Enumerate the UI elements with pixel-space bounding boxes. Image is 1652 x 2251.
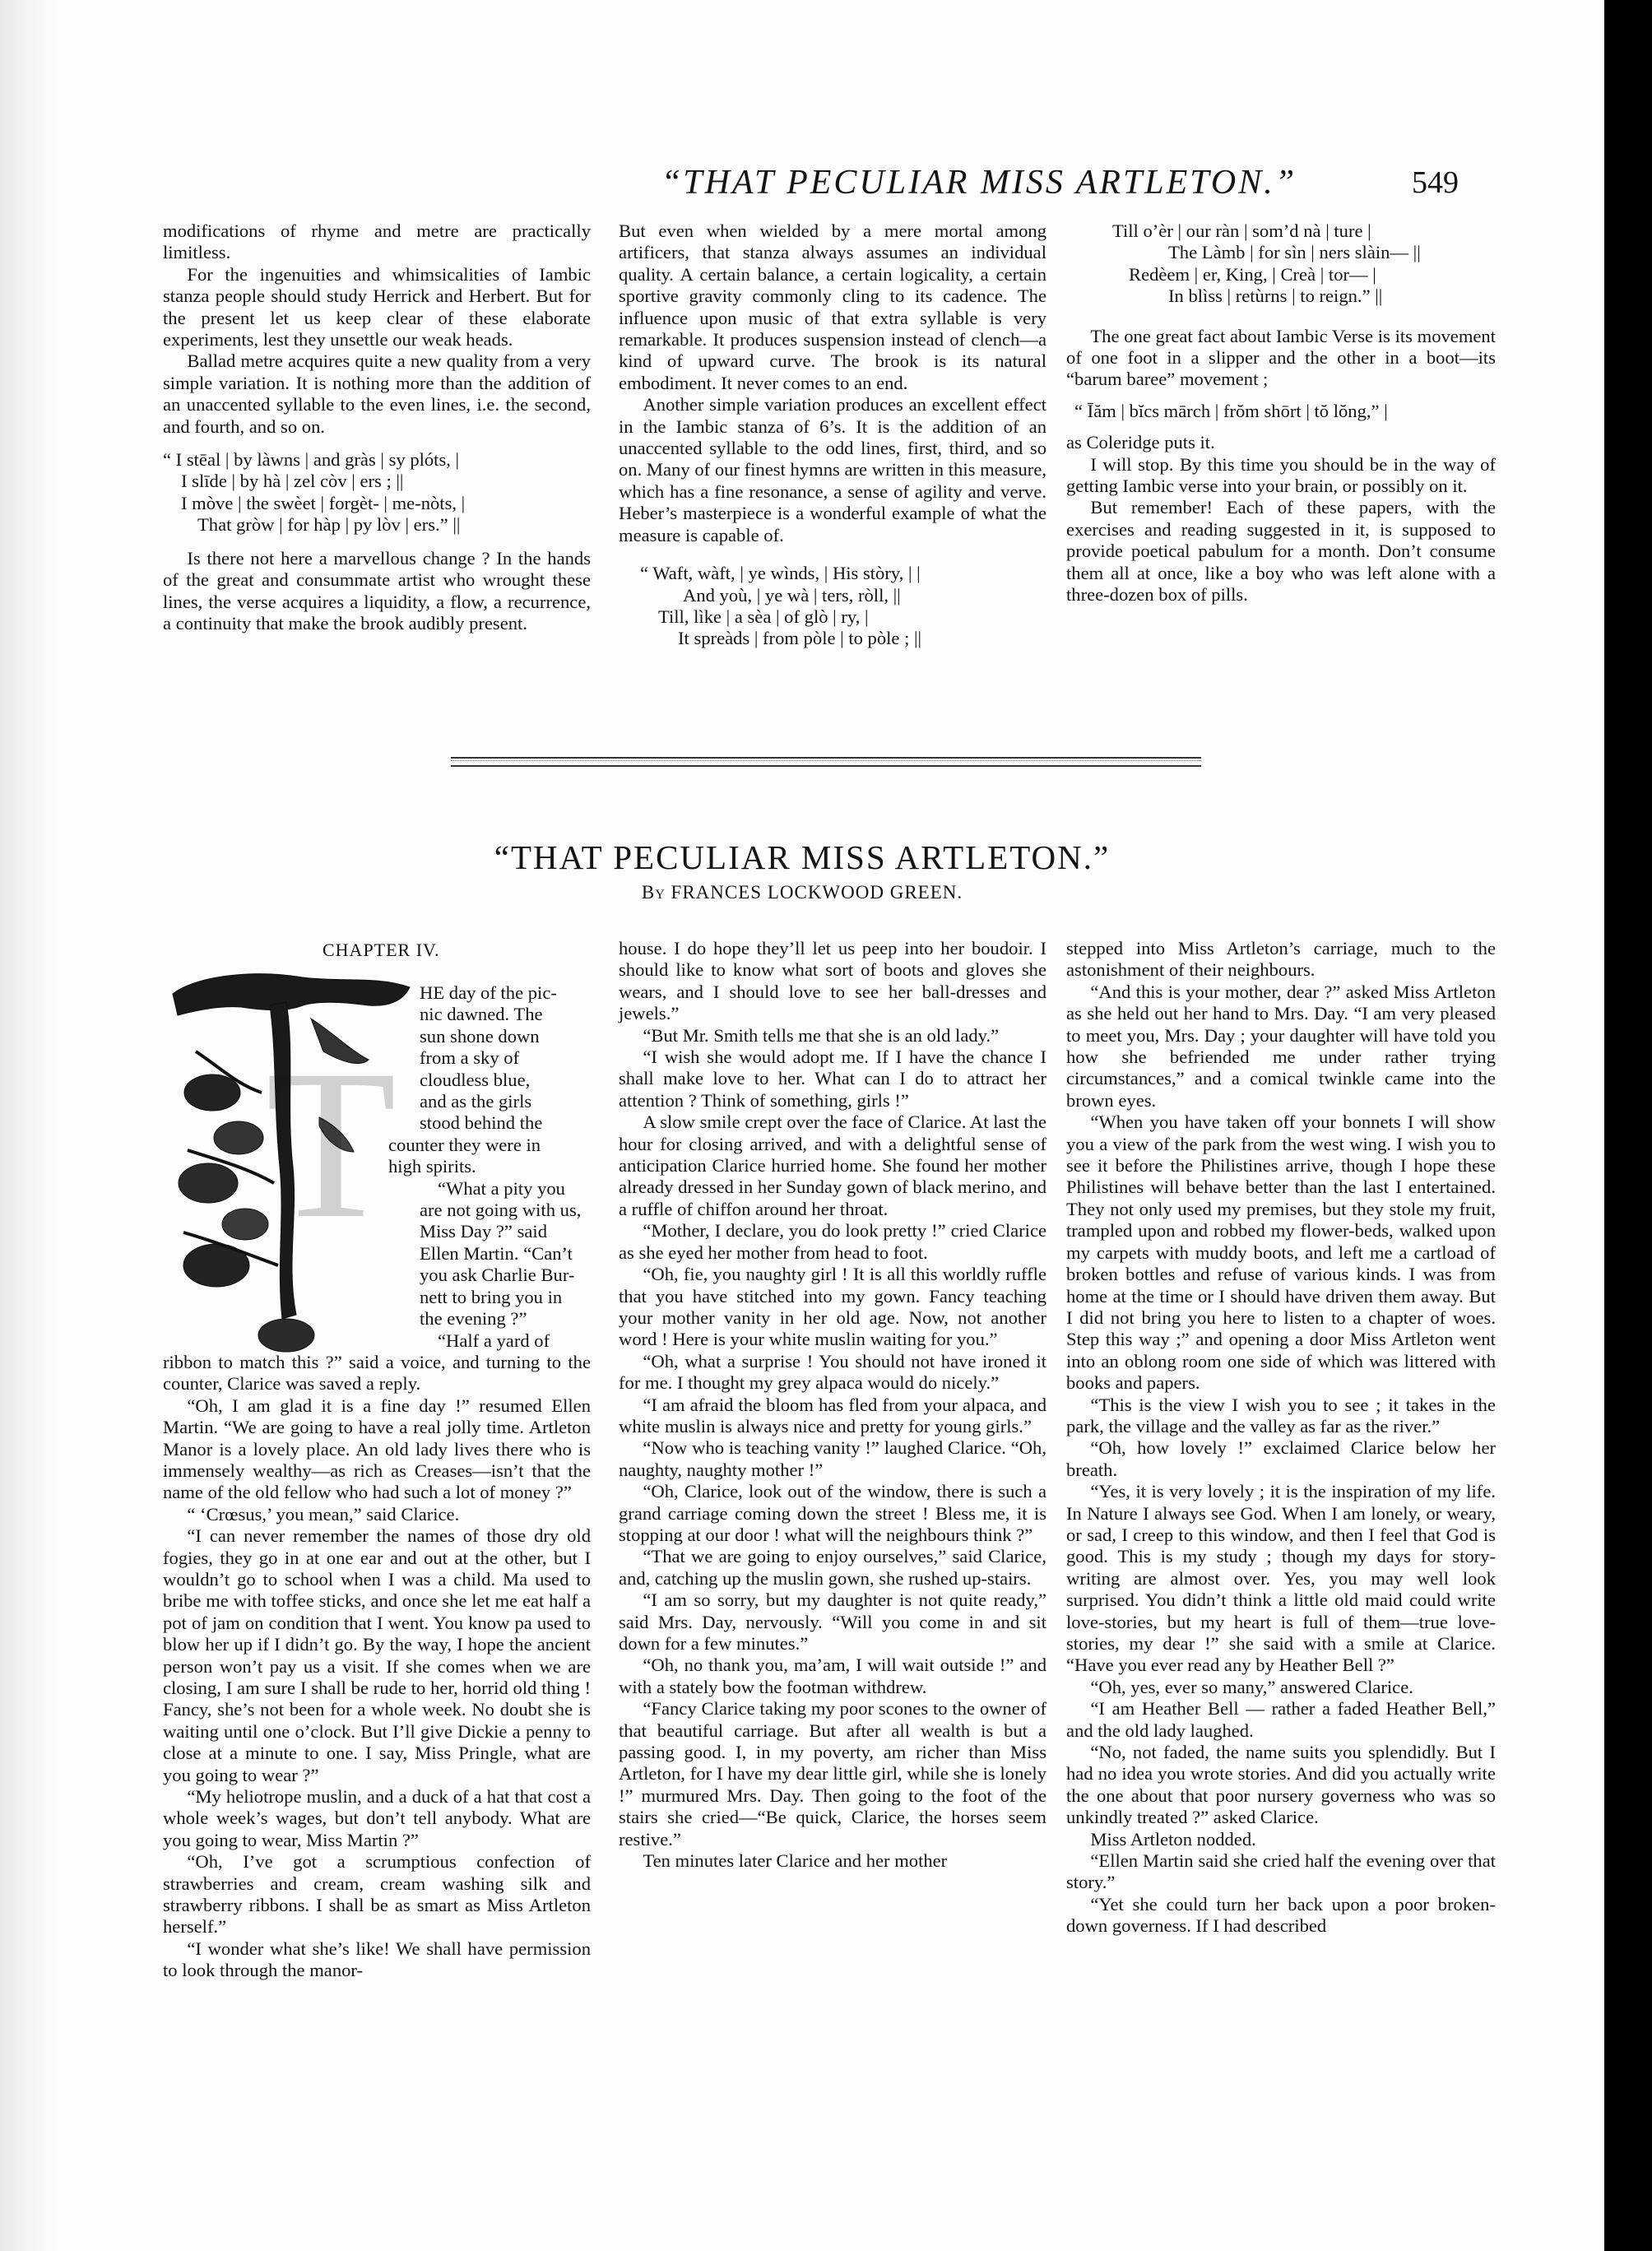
text-line: stood behind the bbox=[420, 1112, 543, 1134]
paragraph: “Oh, how lovely !” exclaimed Clarice below her breath. bbox=[1066, 1437, 1496, 1480]
byline-by: By bbox=[641, 882, 666, 903]
top-column-1 bbox=[163, 220, 591, 634]
text-line: nett to bring you in bbox=[420, 1286, 563, 1307]
text-line: nic dawned. The bbox=[420, 1004, 543, 1025]
paragraph: “And this is your mother, dear ?” asked Miss Artleton as she held out her hand to Mrs. Day. “I am very pleased to meet you, Mrs. Day ; your daughter will have told you how she befriended me under rather trying circumstances,” and a comical twinkle came into the brown eyes. bbox=[1066, 981, 1496, 1111]
paragraph: “Oh, yes, ever so many,” answered Clarice. bbox=[1090, 1676, 1413, 1697]
paragraph: “That we are going to enjoy ourselves,” said Clarice, and, catching up the muslin gown, she rushed up-stairs. bbox=[619, 1546, 1046, 1589]
paragraph: “Yet she could turn her back upon a poor broken-down governess. If I had described bbox=[1066, 1893, 1496, 1937]
paragraph: I will stop. By this time you should be in the way of getting Iambic verse into your brain, or possibly on it. bbox=[1066, 453, 1496, 497]
verse-quote: “ Īăm | bĭcs mārch | frŏm shōrt | tŏ lŏng,” | bbox=[1074, 400, 1388, 421]
paragraph: Another simple variation produces an excellent effect in the Iambic stanza of 6’s. It is the addition of an unaccented syllable to the odd lines, first, third, and so on. Many of our finest hymns are written in this measure, which has a fine resonance, a sense of agility and verve. Heber’s masterpiece is a wonderful example of what the measure is capable of. bbox=[619, 394, 1046, 545]
paragraph: stepped into Miss Artleton’s carriage, much to the astonishment of their neighbours. bbox=[1066, 938, 1496, 981]
text-line: Miss Day ?” said bbox=[420, 1221, 547, 1242]
paragraph: “Ellen Martin said she cried half the evening over that story.” bbox=[1066, 1850, 1496, 1893]
paragraph: “Mother, I declare, you do look pretty !” cried Clarice as she eyed her mother from head to foot. bbox=[619, 1220, 1046, 1263]
paragraph: Is there not here a marvellous change ? In the hands of the great and consummate artist who wrought these lines, the verse acquires a liquidity, a flow, a recurrence, a continuity that make the brook audibly present. bbox=[163, 547, 591, 634]
section-divider bbox=[451, 757, 1201, 767]
paragraph: A slow smile crept over the face of Clarice. At last the hour for closing arrived, and with a delightful sense of anticipation Clarice hurried home. She found her mother already dressed in her Sunday gown of black merino, and a ruffle of chiffon around her throat. bbox=[619, 1112, 1046, 1219]
story-column-1 bbox=[163, 961, 591, 1982]
paragraph: The one great fact about Iambic Verse is its movement of one foot in a slipper and the other in a boot—its “barum baree” movement ; bbox=[1066, 325, 1496, 390]
paragraph: ribbon to match this ?” said a voice, and turning to the counter, Clarice was saved a reply. bbox=[163, 1351, 591, 1395]
byline bbox=[0, 882, 1604, 903]
paragraph: “Oh, I’ve got a scrumptious confection of strawberries and cream, cream washing silk and strawberry ribbons. I shall be as smart as Miss Artleton herself.” bbox=[163, 1851, 591, 1938]
paragraph: “When you have taken off your bonnets I will show you a view of the park from the west wing. I wish you to see it before the Philistines arrive, though I hope these Philistines will behave better than the last I entertained. They not only used my premises, but they stole my fruit, trampled upon and robbed my flower-beds, walked upon my carpets with muddy boots, and left me a cartload of broken bottles and refuse of various kinds. I was from home at the time or I should have driven them away. But I did not bring you here to listen to a chapter of woes. Step this way ;” and opening a door Miss Artleton went into an oblong room one side of which was littered with books and papers. bbox=[1066, 1112, 1496, 1394]
verse-line: “ I stēal | by làwns | and gràs | sy plóts, | bbox=[163, 449, 460, 471]
text-line: you ask Charlie Bur- bbox=[420, 1265, 575, 1286]
paragraph: “This is the view I wish you to see ; it takes in the park, the village and the valley as far as the river.” bbox=[1066, 1394, 1496, 1436]
paragraph: as Coleridge puts it. bbox=[1066, 432, 1215, 453]
paragraph: “I wish she would adopt me. If I have the chance I shall make love to her. What can I do to attract her attention ? Think of something, girls !” bbox=[619, 1047, 1046, 1111]
paragraph: “Oh, no thank you, ma’am, I will wait outside !” and with a stately bow the footman withdrew. bbox=[619, 1655, 1046, 1697]
verse-line: “ Waft, wàft, | ye wìnds, | His stòry, | | bbox=[640, 563, 921, 584]
paragraph: “Oh, I am glad it is a fine day !” resumed Ellen Martin. “We are going to have a real jolly time. Artleton Manor is a lovely place. An old lady lives there who is immensely wealthy—as rich as Creases—isn’t that the name of the old fellow who had such a lot of money ?” bbox=[163, 1395, 591, 1503]
paragraph: “I am so sorry, but my daughter is not quite ready,” said Mrs. Day, nervously. “Will you come in and sit down for a few minutes.” bbox=[619, 1590, 1046, 1654]
text-line: are not going with us, bbox=[420, 1200, 582, 1221]
paragraph: “Yes, it is very lovely ; it is the inspiration of my life. In Nature I always see God. When I am lonely, or weary, or sad, I creep to this window, and then I feel that God is good. This is my study ; though my days for story-writing are almost over. Yes, you may well look surprised. You didn’t think a little old maid could write love-stories, but my heart is full of them—true love-stories, my dear !” she said with a smile at Clarice. “Have you ever read any by Heather Bell ?” bbox=[1066, 1481, 1496, 1676]
verse-line: I slīde | by hà | zel còv | ers ; || bbox=[181, 471, 404, 492]
text-line: “Half a yard of bbox=[438, 1330, 550, 1351]
paragraph: Miss Artleton nodded. bbox=[1090, 1828, 1256, 1850]
verse-line: Till o’èr | our ràn | som’d nà | ture | bbox=[1112, 220, 1371, 241]
paragraph: “I am Heather Bell — rather a faded Heather Bell,” and the old lady laughed. bbox=[1066, 1698, 1496, 1741]
story-title: “THAT PECULIAR MISS ARTLETON.” bbox=[494, 838, 1111, 876]
verse-line: Redèem | er, King, | Creà | tor— | bbox=[1129, 263, 1376, 285]
verse-line: That gròw | for hàp | py lòv | ers.” || bbox=[197, 514, 461, 536]
paragraph: But even when wielded by a mere mortal among artificers, that stanza always assumes an individual quality. A certain balance, a certain logicality, a certain sportive gravity commonly cling to its cadence. The influence upon music of that extra syllable is very remarkable. It produces suspension instead of clench—a kind of upward curve. The brook is its natural embodiment. It never comes to an end. bbox=[619, 220, 1046, 393]
story-column-3 bbox=[1066, 938, 1496, 1938]
paragraph: “Oh, fie, you naughty girl ! It is all this worldly ruffle that you have stitched into my gown. Fancy teaching your mother vanity in her old age. Now, not another word ! Here is your white muslin waiting for you.” bbox=[619, 1264, 1046, 1350]
verse-line: Till, lìke | a sèa | of glò | ry, | bbox=[658, 606, 869, 627]
verse-quote bbox=[163, 449, 591, 536]
paragraph: For the ingenuities and whimsicalities of Iambic stanza people should study Herrick and Herbert. But for the present let us keep clear of these elaborate experiments, lest they unsettle our weak heads. bbox=[163, 263, 591, 350]
text-line: HE day of the pic- bbox=[420, 982, 557, 1003]
drop-cap-letter: T bbox=[266, 1026, 397, 1263]
story-column-2 bbox=[619, 938, 1046, 1872]
page-gutter-shadow bbox=[0, 0, 59, 2251]
text-line: counter they were in bbox=[388, 1134, 541, 1155]
paragraph: house. I do hope they’ll let us peep into her boudoir. I should like to know what sort of boots and gloves she wears, and I should love to see her ball-dresses and jewels.” bbox=[619, 938, 1046, 1024]
text-line: high spirits. bbox=[388, 1156, 476, 1177]
paragraph: Ten minutes later Clarice and her mother bbox=[643, 1850, 948, 1872]
verse-quote bbox=[1066, 220, 1496, 308]
text-line: “What a pity you bbox=[438, 1177, 565, 1199]
top-column-3 bbox=[1066, 220, 1496, 606]
text-line: from a sky of bbox=[420, 1047, 520, 1069]
author-name: FRANCES LOCKWOOD GREEN. bbox=[671, 882, 963, 903]
paragraph: “I can never remember the names of those dry old fogies, they go in at one ear and out at the other, but I wouldn’t go to school when I was a child. Ma used to bribe me with toffee sticks, and once she let me eat half a pot of jam on condition that I went. You know pa used to blow her up if I didn’t go. By the way, I hope the ancient person won’t pay us a visit. If she comes when we are closing, I am sure I shall be rude to her, horrid old thing ! Fancy, she’s not been for a whole week. No doubt she is waiting until one o’clock. But I’ll give Dickie a penny to close at a minute to one. I say, Miss Pringle, what are you going to wear ?” bbox=[163, 1525, 591, 1785]
text-line: the evening ?” bbox=[420, 1308, 527, 1330]
paragraph: “My heliotrope muslin, and a duck of a hat that cost a whole week’s wages, but don’t tell anybody. What are you going to wear, Miss Martin ?” bbox=[163, 1786, 591, 1850]
verse-line: I mòve | the swèet | forgèt- | me-nòts, | bbox=[181, 492, 466, 513]
verse-line: It spreàds | from pòle | to pòle ; || bbox=[678, 628, 922, 649]
text-line: cloudless blue, bbox=[420, 1069, 531, 1090]
paragraph: “I am afraid the bloom has fled from your alpaca, and white muslin is always nice and pretty for young girls.” bbox=[619, 1394, 1046, 1436]
scan-background-edge bbox=[1604, 0, 1652, 2251]
verse-quote bbox=[619, 563, 1046, 650]
paragraph: “Oh, Clarice, look out of the window, there is such a grand carriage coming down the street ! Bless me, it is stopping at our door ! what will the neighbours think ?” bbox=[619, 1481, 1046, 1545]
verse-line: The Làmb | for sìn | ners slàin— || bbox=[1168, 242, 1421, 263]
text-line: Ellen Martin. “Can’t bbox=[420, 1242, 573, 1264]
paragraph: “Fancy Clarice taking my poor scones to the owner of that beautiful carriage. But after all wealth is but a passing good. I, in my poverty, am richer than Miss Artleton, for I have my dear little girl, while she is lonely !” murmured Mrs. Day. Then going to the foot of the stairs she cried—“Be quick, Clarice, the horses seem restive.” bbox=[619, 1698, 1046, 1850]
top-column-2 bbox=[619, 220, 1046, 661]
text-line: sun shone down bbox=[420, 1025, 540, 1047]
paragraph: “ ‘Crœsus,’ you mean,” said Clarice. bbox=[187, 1503, 460, 1525]
dropcap-wrap-text bbox=[388, 961, 591, 1352]
paragraph: “But Mr. Smith tells me that she is an old lady.” bbox=[643, 1024, 1000, 1046]
paragraph: “Now who is teaching vanity !” laughed Clarice. “Oh, naughty, naughty mother !” bbox=[619, 1437, 1046, 1480]
paragraph: modifications of rhyme and metre are practically limitless. bbox=[163, 220, 591, 263]
chapter-heading: CHAPTER IV. bbox=[323, 940, 440, 960]
paragraph: “I wonder what she’s like! We shall have permission to look through the manor- bbox=[163, 1938, 591, 1981]
text-line: and as the girls bbox=[420, 1091, 532, 1112]
running-head: “THAT PECULIAR MISS ARTLETON.” bbox=[661, 164, 1297, 202]
paragraph: Ballad metre acquires quite a new quality from a very simple variation. It is nothing more than the addition of an unaccented syllable to the even lines, i.e. the second, and fourth, and so on. bbox=[163, 350, 591, 437]
verse-line: And yoù, | ye wà | ters, ròll, || bbox=[683, 584, 901, 606]
paragraph: But remember! Each of these papers, with the exercises and reading suggested in it, is supposed to provide poetical pabulum for a month. Don’t consume them all at once, like a boy who was left alone with a three-dozen box of pills. bbox=[1066, 497, 1496, 606]
page-number: 549 bbox=[1412, 165, 1459, 200]
paragraph: “Oh, what a surprise ! You should not have ironed it for me. I thought my grey alpaca would do nicely.” bbox=[619, 1350, 1046, 1394]
paragraph: “No, not faded, the name suits you splendidly. But I had no idea you wrote stories. And did you actually write the one about that poor nursery governess who was so unkindly treated ?” asked Clarice. bbox=[1066, 1742, 1496, 1828]
verse-line: In blìss | retùrns | to reign.” || bbox=[1168, 285, 1383, 307]
